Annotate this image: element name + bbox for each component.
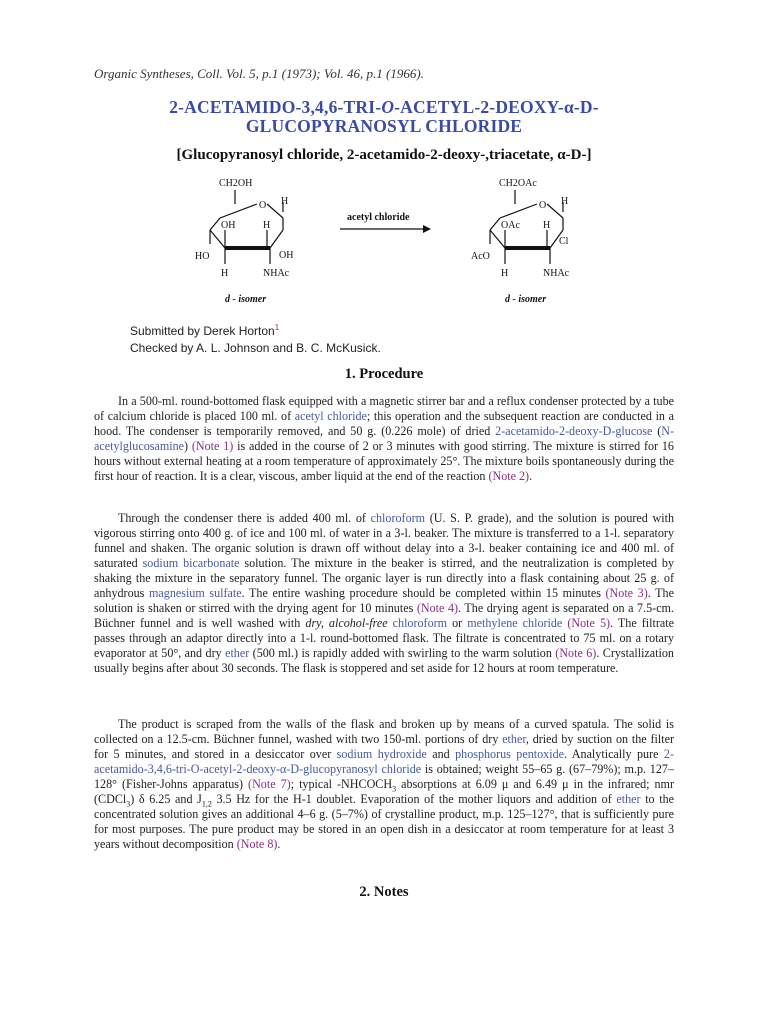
svg-text:OAc: OAc: [501, 220, 520, 231]
section-procedure: 1. Procedure: [344, 366, 424, 382]
note-8-link[interactable]: (Note 8): [236, 837, 278, 851]
svg-text:H: H: [501, 268, 509, 279]
link-magnesium-sulfate[interactable]: magnesium sulfate: [149, 586, 242, 600]
title-line-2: GLUCOPYRANOSYL CHLORIDE: [245, 116, 523, 136]
link-acetamido-deoxy-glucose[interactable]: 2-acetamido-2-deoxy-D-glucose: [495, 424, 653, 438]
link-product-name[interactable]: 2-acetamido-3,4,6-tri-O-acetyl-2-deoxy-α-D-glucopyranosyl chloride: [94, 747, 674, 776]
svg-text:CH2OAc: CH2OAc: [499, 178, 537, 189]
svg-text:CH2OH: CH2OH: [219, 178, 253, 189]
link-chloroform-2[interactable]: chloroform: [392, 616, 448, 630]
submitted-by: Submitted by Derek Horton: [130, 324, 275, 338]
svg-text:NHAc: NHAc: [263, 268, 290, 279]
reaction-scheme: [185, 172, 595, 312]
subtitle: [Glucopyranosyl chloride, 2-acetamido-2-deoxy-,triacetate, α-D-]: [176, 147, 592, 163]
svg-text:O: O: [539, 200, 547, 211]
svg-text:H: H: [543, 220, 551, 231]
link-phosphorus-pentoxide[interactable]: phosphorus pentoxide: [455, 747, 564, 761]
note-1-link[interactable]: (Note 1): [191, 439, 234, 453]
svg-text:H: H: [561, 196, 569, 207]
title-line-1: 2-ACETAMIDO-3,4,6-TRI-O-ACETYL-2-DEOXY-α-D-: [169, 97, 599, 117]
note-6-link[interactable]: (Note 6): [555, 646, 597, 660]
link-ether-2[interactable]: ether: [502, 732, 526, 746]
paragraph-3: The product is scraped from the walls of the flask and broken up by means of a curved spatula. The solid is collected on a 12.5-cm. Büchner funnel, washed with two 150-ml. portions of dry ether, dried by suction on the filter for 5 minutes, and stored in a desiccator over sodium hydroxide and phosphorus pentoxide. Analytically pure 2-acetamido-3,4,6-tri-O-acetyl-2-deoxy-α-D-glucopyranosyl chloride is obtained; weight 55–65 g. (67–79%); m.p. 127–128° (Fisher-Johns apparatus) (Note 7); typical $-NHCOCH_3$ absorptions at 6.09 μ and 6.49 μ in the infrared; nmr (CDCl$_3$) δ 6.25 and $J_{1,2}$ 3.5 Hz for the H-1 doublet. Evaporation of the mother liquors and addition of ether to the concentrated solution gives an additional 4–6 g. (5–7%) of crystalline product, m.p. 125–127°, that is sufficiently pure for most purposes. The pure product may be stored in an open dish in a desiccator at room temperature for at least 3 years without decomposition (Note 8).: [94, 717, 674, 851]
svg-text:H: H: [221, 268, 229, 279]
svg-text:Cl: Cl: [559, 236, 569, 247]
note-7-link[interactable]: (Note 7): [248, 777, 291, 791]
link-sodium-hydroxide[interactable]: sodium hydroxide: [336, 747, 427, 761]
arrow-label: acetyl chloride: [347, 212, 410, 223]
citation: Organic Syntheses, Coll. Vol. 5, p.1 (1973); Vol. 46, p.1 (1966).: [94, 66, 424, 81]
svg-text:AcO: AcO: [471, 251, 490, 262]
note-2-link[interactable]: (Note 2): [488, 469, 530, 483]
svg-text:OH: OH: [279, 250, 294, 261]
section-notes: 2. Notes: [359, 884, 409, 900]
svg-text:HO: HO: [195, 251, 210, 262]
svg-text:H: H: [281, 196, 289, 207]
checked-by: Checked by A. L. Johnson and B. C. McKusick.: [130, 341, 381, 355]
link-chloroform[interactable]: chloroform: [370, 511, 426, 525]
link-ether-3[interactable]: ether: [616, 792, 641, 806]
link-acetyl-chloride[interactable]: acetyl chloride: [294, 409, 367, 423]
link-ether[interactable]: ether: [225, 646, 250, 660]
credits: [130, 319, 381, 357]
note-3-link[interactable]: (Note 3): [605, 586, 648, 600]
svg-text:OH: OH: [221, 220, 236, 231]
note-5-link[interactable]: (Note 5): [567, 616, 611, 630]
link-n-acetylglucosamine[interactable]: N-acetylglucosamine: [94, 424, 674, 453]
note-4-link[interactable]: (Note 4): [416, 601, 459, 615]
svg-text:d - isomer: d - isomer: [225, 294, 267, 305]
link-sodium-bicarbonate[interactable]: sodium bicarbonate: [142, 556, 240, 570]
svg-text:d - isomer: d - isomer: [505, 294, 547, 305]
footnote-link[interactable]: 1: [274, 323, 280, 332]
link-methylene-chloride[interactable]: methylene chloride: [467, 616, 563, 630]
paragraph-1: In a 500-ml. round-bottomed flask equipped with a magnetic stirrer bar and a reflux condenser protected by a tube of calcium chloride is placed 100 ml. of acetyl chloride; this operation and the subsequent reaction are conducted in a hood. The condenser is temporarily removed, and 50 g. (0.226 mole) of dried 2-acetamido-2-deoxy-D-glucose (N-acetylglucosamine) (Note 1) is added in the course of 2 or 3 minutes with good stirring. The mixture is stirred for 16 hours without external heating at a room temperature of approximately 25°. The mixture boils spontaneously during the first hour of reaction. It is a clear, viscous, amber liquid at the end of the reaction (Note 2).: [94, 394, 674, 483]
svg-text:H: H: [263, 220, 271, 231]
svg-text:NHAc: NHAc: [543, 268, 570, 279]
svg-text:O: O: [259, 200, 267, 211]
paragraph-2: Through the condenser there is added 400 ml. of chloroform (U. S. P. grade), and the solution is poured with vigorous stirring onto 400 g. of ice and 100 ml. of water in a 3-l. beaker. The mixture is transferred to a 1-l. separatory funnel and shaken. The organic solution is drawn off without delay into a 3-l. beaker containing ice and 400 ml. of saturated sodium bicarbonate solution. The mixture in the beaker is stirred, and the neutralization is completed by shaking the mixture in the separatory funnel. The organic layer is run directly into a flask containing about 25 g. of anhydrous magnesium sulfate. The entire washing procedure should be completed within 15 minutes (Note 3). The solution is shaken or stirred with the drying agent for 10 minutes (Note 4). The drying agent is separated on a 7.5-cm. Büchner funnel and is well washed with dry, alcohol-free chloroform or methylene chloride (Note 5). The filtrate passes through an adaptor directly into a 1-l. round-bottomed flask. The filtrate is concentrated to 75 ml. on a rotary evaporator at 50°, and dry ether (500 ml.) is rapidly added with swirling to the warm solution (Note 6). Crystallization usually begins after about 30 seconds. The flask is stoppered and set aside for 12 hours at room temperature.: [94, 511, 675, 675]
